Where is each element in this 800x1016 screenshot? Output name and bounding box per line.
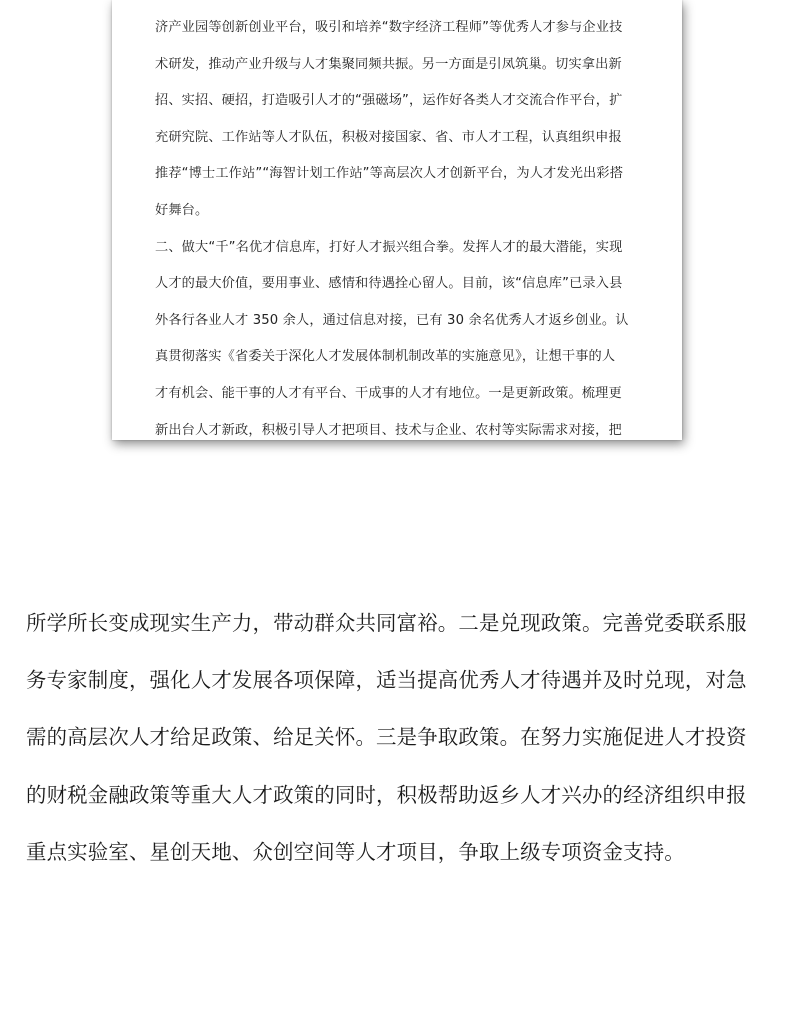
page-text-line: 才有机会、能干事的人才有平台、干成事的人才有地位。一是更新政策。梳理更 [155,385,622,401]
body-text-line: 的财税金融政策等重大人才政策的同时，积极帮助返乡人才兴办的经济组织申报 [26,782,747,807]
body-text-line: 所学所长变成现实生产力，带动群众共同富裕。二是兑现政策。完善党委联系服 [26,611,747,635]
page-text-line: 招、实招、硬招，打造吸引人才的“强磁场”，运作好各类人才交流合作平台，扩 [155,93,623,109]
page-text-line: 济产业园等创新创业平台，吸引和培养“数字经济工程师”等优秀人才参与企业技 [155,20,623,35]
page-text-line: 外各行各业人才 350 余人，通过信息对接，已有 30 余名优秀人才返乡创业。认 [155,312,629,328]
page-text-line: 好舞台。 [155,202,209,218]
document-page-preview [112,0,682,440]
body-paragraph [26,595,786,881]
page-text-line: 真贯彻落实《省委关于深化人才发展体制机制改革的实施意见》，让想干事的人 [155,349,616,365]
page-text-line: 二、做大“千”名优才信息库，打好人才振兴组合拳。发挥人才的最大潜能，实现 [155,239,623,255]
document-page-text [155,10,645,440]
body-text-line: 重点实验室、星创天地、众创空间等人才项目，争取上级专项资金支持。 [26,839,685,864]
page-text-line: 推荐“博士工作站”“海智计划工作站”等高层次人才创新平台，为人才发光出彩搭 [155,166,624,182]
body-text-line: 需的高层次人才给足政策、给足关怀。三是争取政策。在努力实施促进人才投资 [26,725,747,750]
page-text-line: 充研究院、工作站等人才队伍，积极对接国家、省、市人才工程，认真组织申报 [155,129,622,145]
page-text-line: 术研发，推动产业升级与人才集聚同频共振。另一方面是引凤筑巢。切实拿出新 [155,56,622,72]
page-text-line: 人才的最大价值，要用事业、感情和待遇拴心留人。目前，该“信息库”已录入县 [155,276,623,292]
body-text-line: 务专家制度，强化人才发展各项保障，适当提高优秀人才待遇并及时兑现，对急 [26,668,747,693]
page-text-line: 新出台人才新政，积极引导人才把项目、技术与企业、农村等实际需求对接，把 [155,422,622,438]
